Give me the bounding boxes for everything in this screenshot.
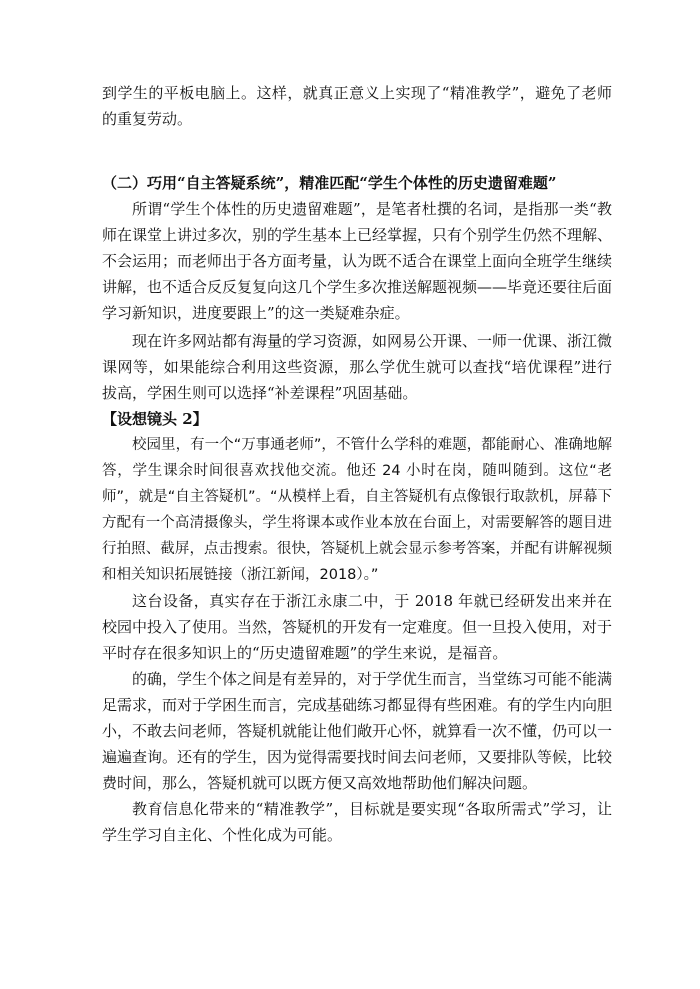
scenario-heading: 【设想镜头 2】	[102, 410, 208, 428]
paragraph-differences: 的确，学生个体之间是有差异的，对于学优生而言，当堂练习可能不能满足需求，而对于学困生而言，完成基础练习都显得有些困难。有的学生内向胆小，不敢去问老师，答疑机就能让他们敞开心怀，就算看一次不懂，仍可以一遍遍查询。还有的学生，因为觉得需要找时间去问老师，又要排队等候，比较费时间，那么，答疑机就可以既方便又高效地帮助他们解决问题。	[102, 670, 613, 792]
paragraph-scenario: 校园里，有一个“万事通老师”，不管什么学科的难题，都能耐心、准确地解答，学生课余时间很喜欢找他交流。他还 24 小时在岗，随叫随到。这位“老师”，就是“自主答疑机”。“从模样上看，自主答疑机有点像银行取款机，屏幕下方配有一个高清摄像头，学生将课本或作业本放在台面上，对需要解答的题目进行拍照、截屏，点击搜索。很快，答疑机上就会显示参考答案，并配有讲解视频和相关知识拓展链接（浙江新闻，2018）。”	[102, 437, 612, 583]
section-heading: （二）巧用“自主答疑系统”，精准匹配“学生个体性的历史遗留难题”	[102, 174, 557, 192]
paragraph-definition: 所谓“学生个体性的历史遗留难题”，是笔者杜撰的名词，是指那一类“教师在课堂上讲过多次，别的学生基本上已经掌握，只有个别学生仍然不理解、不会运用；而老师出于各方面考量，认为既不适合在课堂上面向全班学生继续讲解，也不适合反反复复向这几个学生多次推送解题视频——毕竟还要往后面学习新知识，进度要跟上”的这一类疑难杂症。	[102, 200, 613, 322]
paragraph-resources: 现在许多网站都有海量的学习资源，如网易公开课、一师一优课、浙江微课网等，如果能综合利用这些资源，那么学优生就可以查找“培优课程”进行拔高，学困生则可以选择“补差课程”巩固基础。	[102, 332, 613, 402]
paragraph-device: 这台设备，真实存在于浙江永康二中，于 2018 年就已经研发出来并在校园中投入了使用。当然，答疑机的开发有一定难度。但一旦投入使用，对于平时存在很多知识上的“历史遗留难题”的学生来说，是福音。	[102, 592, 613, 662]
paragraph-conclusion: 教育信息化带来的“精准教学”，目标就是要实现“各取所需式”学习，让学生学习自主化、个性化成为可能。	[102, 800, 612, 844]
paragraph-continuation: 到学生的平板电脑上。这样，就真正意义上实现了“精准教学”，避免了老师的重复劳动。	[102, 84, 612, 128]
document-page	[102, 80, 612, 848]
